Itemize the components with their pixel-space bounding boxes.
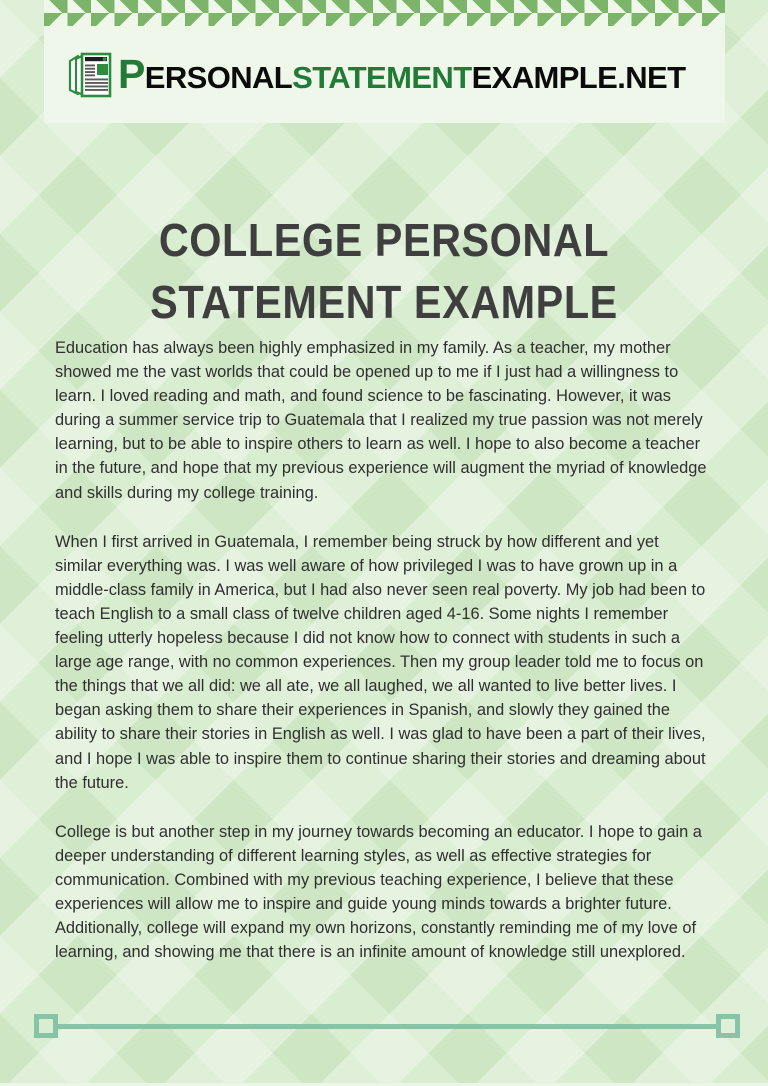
article-paragraph: When I first arrived in Guatemala, I remember being struck by how different and yet similar everything was. I was well aware of how privileged I was to have grown up in a middle-class family in America, but I had also never seen real poverty. My job had been to teach English to a small class of twelve children aged 4-16. Some nights I remember feeling utterly hopeless because I did not know how to connect with students in such a large age range, with no common experiences. Then my group leader told me to focus on the things that we all did: we all ate, we all laughed, we all wanted to live better lives. I began asking them to share their experiences in Spanish, and slowly they gained the ability to share their stories in English as well. I was glad to have been a part of their lives, and I hope I was able to inspire them to continue sharing their stories and dreaming about the future. bbox=[55, 532, 706, 792]
ornament-line bbox=[56, 1024, 718, 1029]
wordmark-part-3: STATEMENT bbox=[292, 60, 472, 95]
newspaper-document-icon bbox=[64, 49, 116, 101]
site-header bbox=[44, 0, 725, 123]
ornament-square-left bbox=[34, 1014, 58, 1038]
triangle-pattern-band bbox=[44, 0, 725, 26]
page-title: COLLEGE PERSONAL STATEMENT EXAMPLE bbox=[150, 213, 618, 328]
wordmark-part-4: EXAMPLE.NET bbox=[471, 60, 686, 95]
wordmark-part-2: ERSONAL bbox=[144, 60, 293, 95]
article-paragraph: Education has always been highly emphasized in my family. As a teacher, my mother showed me the vast worlds that could be opened up to me if I just had a willingness to learn. I loved reading and math, and found science to be fascinating. However, it was during a summer service trip to Guatemala that I realized my true passion was not merely learning, but to be able to inspire others to learn as well. I hope to also become a teacher in the future, and hope that my previous experience will augment the myriad of knowledge and skills during my college training. bbox=[55, 339, 707, 502]
wordmark-part-1: P bbox=[118, 51, 145, 97]
article-body bbox=[55, 336, 707, 964]
footer-ornament bbox=[34, 1014, 740, 1038]
site-wordmark bbox=[118, 51, 686, 97]
article-paragraph: College is but another step in my journey towards becoming an educator. I hope to gain a deeper understanding of different learning styles, as well as effective strategies for communication. Combined with my previous teaching experience, I believe that these experiences will allow me to inspire and guide young minds towards a brighter future. Additionally, college will expand my own horizons, constantly reminding me of my love of learning, and showing me that there is an infinite amount of knowledge still unexplored. bbox=[55, 822, 702, 962]
ornament-square-right bbox=[716, 1014, 740, 1038]
logo-panel[interactable] bbox=[44, 26, 725, 123]
